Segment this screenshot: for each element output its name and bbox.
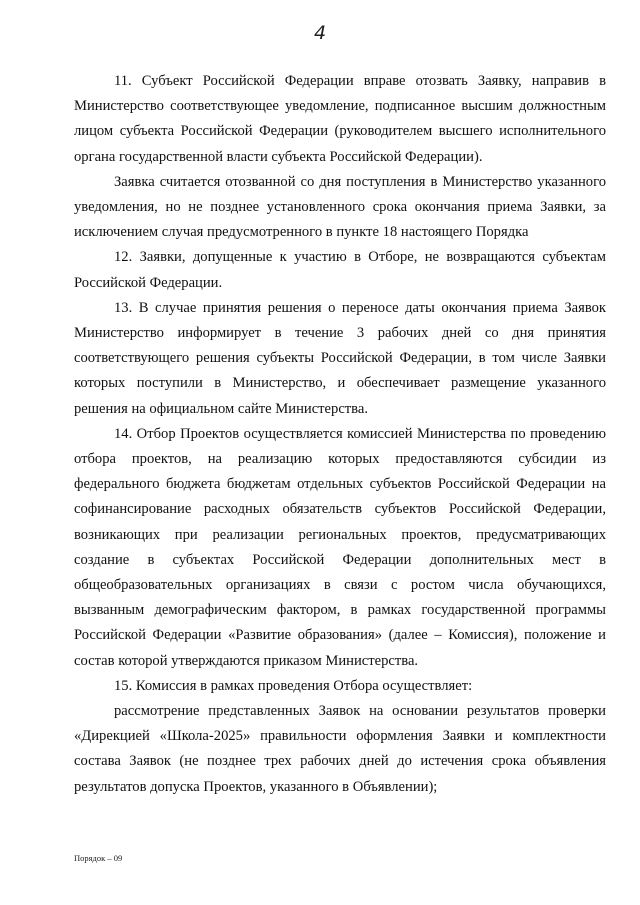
paragraph-14: 14. Отбор Проектов осуществляется комиссией Министерства по проведению отбора проектов, на реализацию которых предоставляются субсидии из федерального бюджета бюджетам отдельных субъектов Российской Федерации на софинансирование расходных обязательств субъектов Российской Федерации, возникающих при реализации региональных проектов, предусматривающих создание в субъектах Российской Федерации дополнительных мест в общеобразовательных организациях в связи с ростом числа обучающихся, вызванным демографическим фактором, в рамках государственной программы Российской Федерации «Развитие образования» (далее – Комиссия), положение и состав которой утверждаются приказом Министерства. [74, 425, 606, 669]
page-number: 4 [313, 22, 327, 44]
paragraph-12: 12. Заявки, допущенные к участию в Отборе, не возвращаются субъектам Российской Федерации. [74, 249, 606, 291]
page-footer: Порядок – 09 [74, 853, 123, 863]
paragraph-13: 13. В случае принятия решения о переносе даты окончания приема Заявок Министерство информирует в течение 3 рабочих дней со дня принятия соответствующего решения субъекты Российской Федерации, в том числе Заявки которых поступили в Министерство, и обеспечивает размещение указанного решения на официальном сайте Министерства. [74, 299, 606, 417]
document-body [74, 69, 606, 800]
paragraph-15-review: рассмотрение представленных Заявок на основании результатов проверки «Дирекцией «Школа-2025» правильности оформления Заявки и комплектности состава Заявок (не позднее трех рабочих дней до истечения срока объявления результатов допуска Проектов, указанного в Объявлении); [74, 703, 606, 795]
paragraph-11: 11. Субъект Российской Федерации вправе отозвать Заявку, направив в Министерство соответствующее уведомление, подписанное высшим должностным лицом субъекта Российской Федерации (руководителем высшего исполнительного органа государственной власти субъекта Российской Федерации). [74, 73, 606, 165]
paragraph-15: 15. Комиссия в рамках проведения Отбора осуществляет: [114, 677, 473, 694]
paragraph-11-withdrawal: Заявка считается отозванной со дня поступления в Министерство указанного уведомления, но не позднее установленного срока окончания приема Заявки, за исключением случая предусмотренного в пункте 18 настоящего Порядка [74, 173, 606, 241]
